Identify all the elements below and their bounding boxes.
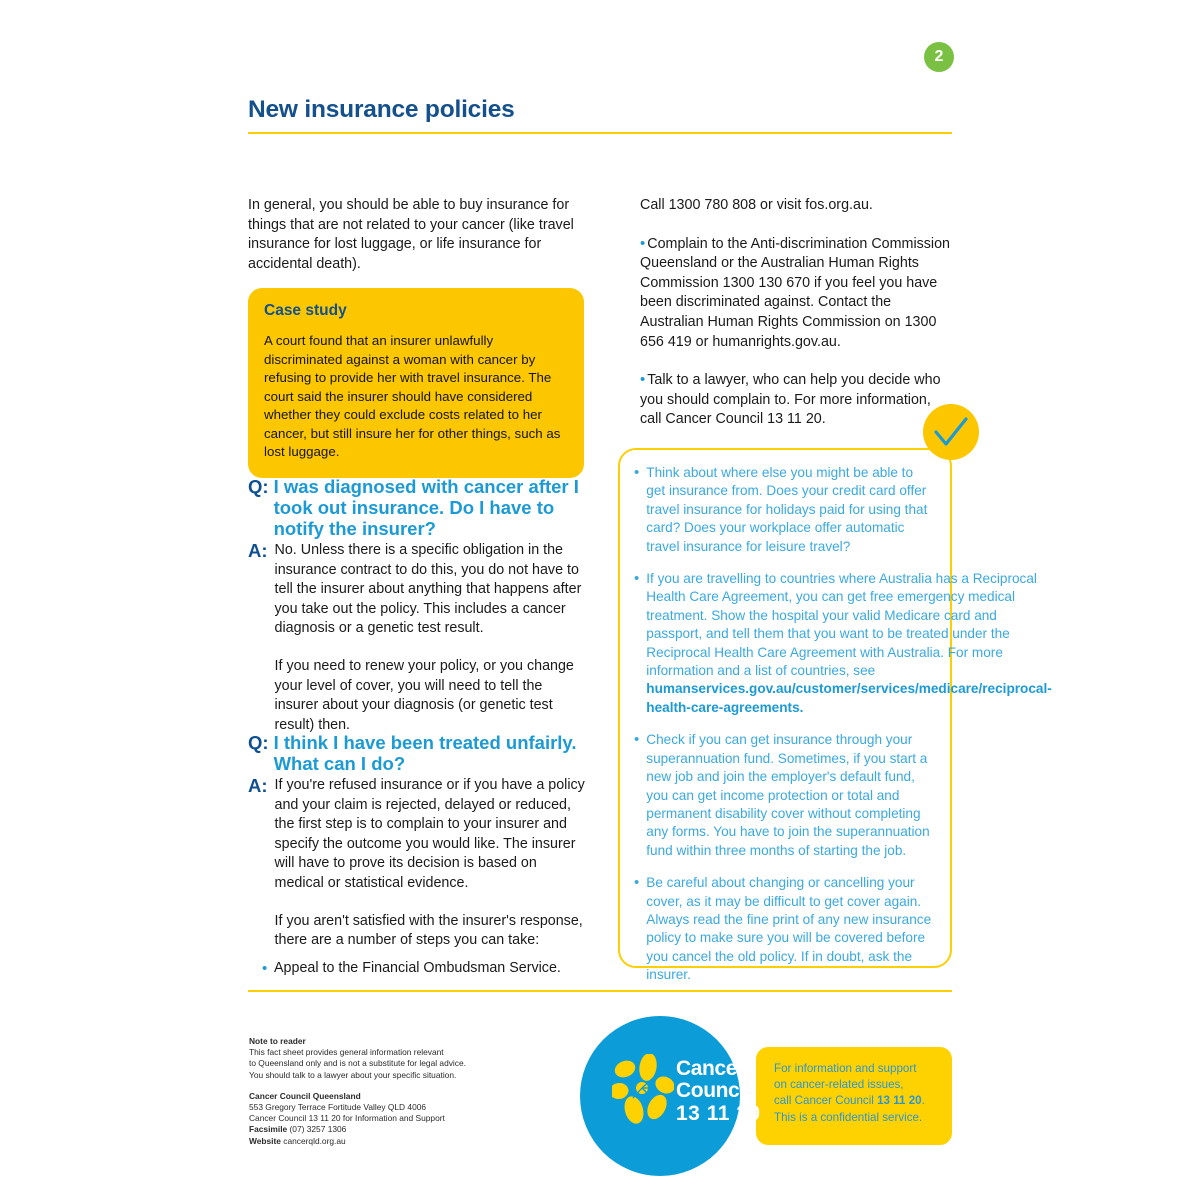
right-column <box>640 196 952 448</box>
footer-divider <box>248 990 952 992</box>
tip-item <box>634 731 932 860</box>
facsimile-value: (07) 3257 1306 <box>287 1124 347 1135</box>
callout-line: For information and support <box>774 1062 917 1075</box>
logo-wordmark <box>676 1058 750 1101</box>
logo-name-line1: Cancer <box>676 1057 745 1080</box>
tip-item <box>634 464 932 556</box>
note-line: This fact sheet provides general information relevant <box>249 1047 444 1058</box>
note-line: to Queensland only and is not a substitute for legal advice. <box>249 1058 466 1069</box>
bullet-dot-icon: • <box>634 464 640 481</box>
case-study-box <box>248 288 584 478</box>
right-bullet-text: Complain to the Anti-discrimination Commission Queensland or the Australian Human Rights Commission 1300 130 670 if you feel you have been discriminated against. Contact the Australian Human Rights Commission on 1300 656 419 or humanrights.gov.au. <box>640 235 950 350</box>
logo-phone: 13 11 20 <box>676 1102 761 1125</box>
qa-block-1 <box>248 476 588 739</box>
footer-callout-box <box>756 1047 952 1145</box>
answer-paragraph: If you need to renew your policy, or you change your level of cover, you will need to tell the insurer about your diagnosis (or genetic test result) then. <box>274 657 574 733</box>
question-1 <box>248 476 588 539</box>
right-bullet-1 <box>640 234 952 353</box>
bullet-dot-icon: • <box>634 731 640 749</box>
bullet-text: Appeal to the Financial Ombudsman Service. <box>274 960 561 976</box>
callout-phone: 13 11 20 <box>877 1094 922 1108</box>
answer-2 <box>248 776 588 951</box>
answer-1 <box>248 541 588 735</box>
org-line: Cancer Council 13 11 20 for Information and Support <box>249 1113 445 1124</box>
callout-post: . <box>921 1094 925 1108</box>
bullet-dot-icon: • <box>640 371 646 389</box>
intro-paragraph: In general, you should be able to buy insurance for things that are not related to your cancer (like travel insurance for lost luggage, or life insurance for accidental death). <box>248 197 574 272</box>
page-number-badge: 2 <box>924 42 954 72</box>
case-study-heading: Case study <box>264 302 347 319</box>
answer-paragraph: If you're refused insurance or if you have a policy and your claim is rejected, delayed or reduced, the first step is to complain to your insurer and specify the outcome you would like. The insurer will have to prove its decision is based on medical or statistical evidence. <box>274 777 585 891</box>
left-column <box>248 196 588 292</box>
note-spacer <box>249 1081 549 1091</box>
answer-marker: A: <box>248 775 268 796</box>
website-label: Website <box>249 1135 281 1146</box>
title-divider <box>248 132 952 134</box>
note-line: You should talk to a lawyer about your specific situation. <box>249 1069 457 1080</box>
answer-paragraph: No. Unless there is a specific obligation in the insurance contract to do this, you do not have to tell the insurer about anything that happens after you take out the policy. This includes a cancer diagnosis or a genetic test result. <box>274 542 582 637</box>
callout-pre: call Cancer Council <box>774 1094 878 1108</box>
website-line <box>249 1136 549 1147</box>
question-marker: Q: <box>248 476 269 497</box>
tip-text: If you are travelling to countries where Australia has a Reciprocal Health Care Agreement, you can get free emergency medical treatment. Show the hospital your valid Medicare card and passport, and tell them that you want to be treated under the Reciprocal Health Care Agreement with Australia. For more information and a list of countries, see <box>646 571 1037 679</box>
right-bullet-text: Talk to a lawyer, who can help you decide who you should complain to. For more information, call Cancer Council 13 11 20. <box>640 372 941 428</box>
website-value: cancerqld.org.au <box>280 1135 346 1146</box>
qa-block-2 <box>248 732 588 955</box>
tip-item <box>634 570 1052 717</box>
page-title: New insurance policies <box>248 96 515 123</box>
callout-line: on cancer-related issues, <box>774 1078 904 1092</box>
tick-badge <box>923 404 979 460</box>
tick-icon <box>933 416 969 448</box>
answer-paragraph: If you aren't satisfied with the insurer's response, there are a number of steps you can take: <box>274 912 583 949</box>
tip-text: Be careful about changing or cancelling your cover, as it may be difficult to get cover again. Always read the fine print of any new insurance policy to make sure you will be covered before you cancel the old policy. If in doubt, ask the insurer. <box>646 875 932 983</box>
continuation-paragraph: Call 1300 780 808 or visit fos.org.au. <box>640 197 873 213</box>
facsimile-label: Facsimile <box>249 1124 288 1135</box>
tips-box <box>618 448 1052 983</box>
bullet-dot-icon: • <box>634 570 640 588</box>
tip-text: Think about where else you might be able to get insurance from. Does your credit card offer travel insurance for holidays paid for using that card? Does your workplace offer automatic travel insurance for leisure travel? <box>646 465 928 554</box>
bullet-dot-icon: • <box>640 234 646 252</box>
tip-item <box>634 874 932 984</box>
org-line: 553 Gregory Terrace Fortitude Valley QLD 4006 <box>249 1102 427 1113</box>
left-column-bullet <box>248 959 588 979</box>
logo-name-line2: Council <box>676 1078 751 1102</box>
callout-line <box>774 1093 942 1109</box>
note-heading: Note to reader <box>249 1036 306 1046</box>
facsimile-line <box>249 1124 549 1135</box>
note-to-reader <box>249 1036 549 1147</box>
org-heading: Cancer Council Queensland <box>249 1090 361 1101</box>
case-study-body: A court found that an insurer unlawfully discriminated against a woman with cancer by refusing to provide her with travel insurance. The court said the insurer should have considered whether they could exclude costs related to her cancer, but still insure her for other things, such as lost luggage. <box>264 333 561 459</box>
question-text: I think I have been treated unfairly. What can I do? <box>273 732 577 774</box>
bullet-dot-icon: • <box>262 960 268 977</box>
question-marker: Q: <box>248 732 269 753</box>
answer-marker: A: <box>248 540 268 561</box>
tip-bold-text: humanservices.gov.au/customer/services/medicare/reciprocal-health-care-agreements. <box>646 681 1052 715</box>
bullet-dot-icon: • <box>634 874 640 892</box>
tip-text: Check if you can get insurance through your superannuation fund. Sometimes, if you start a new job and join the employer's default fund, you can get income protection or total and permanent disability cover without completing any forms. You have to join the superannuation fund within three months of starting the job. <box>646 732 930 858</box>
callout-line: This is a confidential service. <box>774 1110 923 1124</box>
question-2 <box>248 732 588 774</box>
question-text: I was diagnosed with cancer after I took out insurance. Do I have to notify the insurer? <box>273 476 579 539</box>
right-bullet-2 <box>640 370 952 430</box>
daffodil-icon <box>612 1054 674 1124</box>
